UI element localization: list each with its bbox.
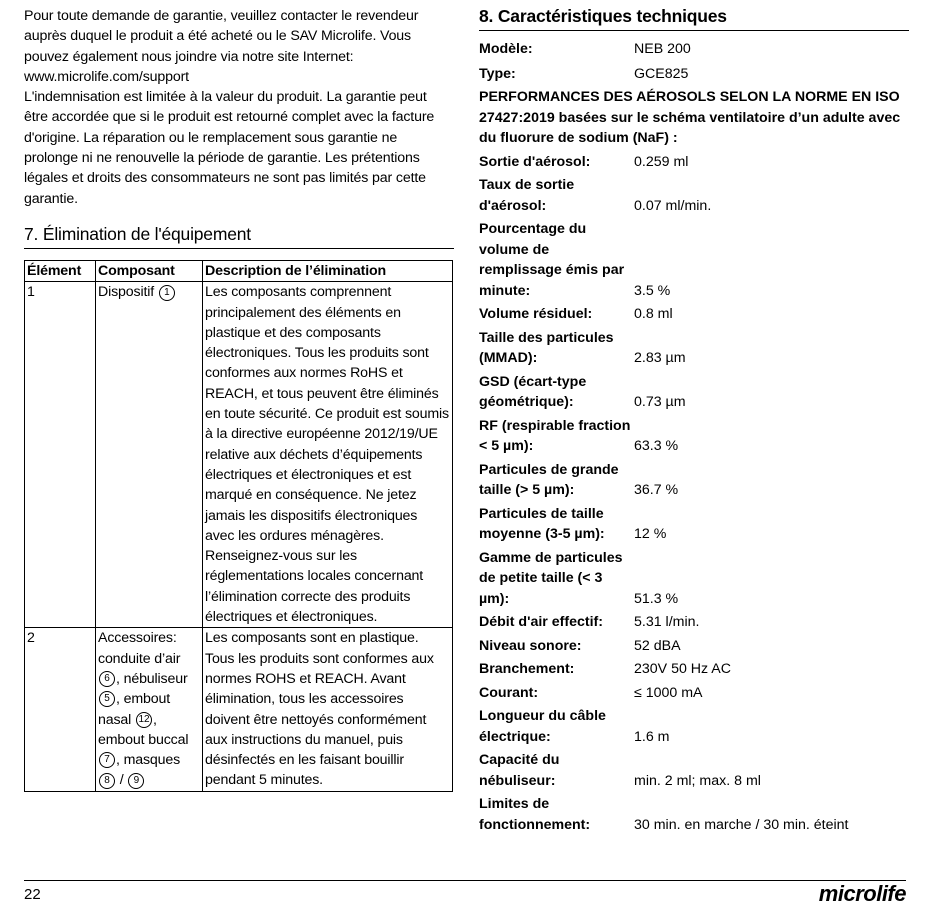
spec-value: 12 % <box>634 526 667 542</box>
spec-label: GSD (écart-type géométrique): <box>479 373 587 410</box>
spec-row <box>479 372 909 413</box>
left-column <box>24 6 454 792</box>
spec-value: ≤ 1000 mA <box>634 684 703 701</box>
row2-component-part: , embout buccal <box>98 711 189 748</box>
spec-row <box>479 750 909 791</box>
performance-heading: PERFORMANCES DES AÉROSOLS SELON LA NORME EN ISO 27427:2019 basées sur le schéma ventilatoire d’un adulte avec du fluorure de sodium (NaF) : <box>479 89 901 146</box>
spec-value: 0.07 ml/min. <box>634 197 712 214</box>
spec-value: 30 min. en marche / 30 min. éteint <box>634 816 849 833</box>
row1-element: 1 <box>25 282 96 628</box>
row2-component-part: / <box>116 772 128 789</box>
row2-element: 2 <box>25 628 96 791</box>
model-value: NEB 200 <box>634 41 691 57</box>
disposal-table <box>24 260 453 792</box>
spec-value: 5.31 l/min. <box>634 614 700 630</box>
microlife-logo: microlife <box>818 881 906 906</box>
table-header-row <box>25 260 453 281</box>
ref-number-icon: 5 <box>99 691 115 707</box>
spec-label: Sortie d'aérosol: <box>479 153 591 170</box>
ref-number-icon: 6 <box>99 671 115 687</box>
row2-component-part: , nébuliseur <box>116 670 188 687</box>
spec-label: Courant: <box>479 684 539 701</box>
spec-value: 63.3 % <box>634 438 679 454</box>
spec-label: Capacité du nébuliseur: <box>479 752 560 789</box>
spec-value: 36.7 % <box>634 482 679 498</box>
spec-value: 0.259 ml <box>634 153 689 170</box>
warranty-paragraph-2: L'indemnisation est limitée à la valeur du produit. La garantie peut être accordée que si le produit est retourné complet avec la facture d'origine. La réparation ou le remplacement sous garantie ne prolonge ni ne renouvelle la période de garantie. Les prétentions légales et droits des consommateurs ne sont pas limités par cette garantie. <box>24 89 435 207</box>
header-description: Description de l’élimination <box>203 260 453 281</box>
ref-number-icon: 9 <box>128 773 144 789</box>
spec-label: Débit d'air effectif: <box>479 614 603 630</box>
ref-number-icon: 12 <box>136 712 152 728</box>
spec-label: Branchement: <box>479 661 575 677</box>
section-8-title-text: 8. Caractéristiques techniques <box>479 6 727 26</box>
footer-divider <box>24 880 906 881</box>
header-component: Composant <box>96 260 203 281</box>
spec-label: RF (respirable fraction < 5 µm): <box>479 417 631 454</box>
row2-component-part: , masques <box>116 752 181 769</box>
spec-value: 0.73 µm <box>634 394 686 410</box>
row1-component-text: Dispositif <box>98 284 155 301</box>
row2-description: Les composants sont en plastique. Tous les produits sont conformes aux normes ROHS et REACH. Avant élimination, tous les accessoires doivent être nettoyés conformément aux instructions du manuel, puis désinfectés en les faisant bouillir pendant 5 minutes. <box>203 628 453 791</box>
type-label: Type: <box>479 65 516 82</box>
header-element: Élément <box>25 260 96 281</box>
spec-row <box>479 794 909 835</box>
row2-component-part: , embout nasal <box>98 691 171 728</box>
spec-row <box>479 706 909 747</box>
spec-row <box>479 152 909 173</box>
row2-component <box>96 628 203 791</box>
spec-row <box>479 659 909 680</box>
spec-row <box>479 304 909 325</box>
row2-component-part: Accessoires: conduite d’air <box>98 630 181 667</box>
spec-list <box>479 152 909 836</box>
spec-row <box>479 328 909 369</box>
spec-label: Particules de grande taille (> 5 µm): <box>479 461 619 498</box>
model-label: Modèle: <box>479 41 533 57</box>
row1-component <box>96 282 203 628</box>
spec-value: 230V 50 Hz AC <box>634 661 732 677</box>
spec-label: Niveau sonore: <box>479 637 582 654</box>
spec-label: Pourcentage du volume de remplissage émis par minute: <box>479 221 625 299</box>
spec-row <box>479 683 909 704</box>
spec-row <box>479 219 909 301</box>
spec-value: 52 dBA <box>634 637 681 654</box>
spec-label: Taux de sortie d'aérosol: <box>479 177 575 214</box>
ref-number-icon: 8 <box>99 773 115 789</box>
spec-row <box>479 460 909 501</box>
spec-value: 1.6 m <box>634 728 670 745</box>
spec-row-model <box>479 39 909 60</box>
ref-number-icon: 1 <box>159 285 175 301</box>
spec-label: Particules de taille moyenne (3-5 µm): <box>479 505 605 542</box>
spec-value: 51.3 % <box>634 590 679 607</box>
row1-description: Les composants comprennent principalement des éléments en plastique et des composants électroniques. Tous les produits sont conformes aux normes RoHS et REACH, et tous peuvent être éliminés en toute sécurité. Ce produit est soumis à la directive européenne 2012/19/UE relative aux déchets d’équipements électriques et électroniques et est marqué en conséquence. Ne jetez jamais les dispositifs électroniques avec les ordures ménagères. Renseignez-vous sur les réglementations locales concernant l’élimination correcte des produits électriques et électroniques. <box>203 282 453 628</box>
spec-value: 2.83 µm <box>634 350 686 366</box>
type-value: GCE825 <box>634 65 689 82</box>
spec-label: Volume résiduel: <box>479 306 593 322</box>
spec-row <box>479 504 909 545</box>
spec-row-type <box>479 64 909 85</box>
spec-row <box>479 612 909 633</box>
warranty-paragraph-1: Pour toute demande de garantie, veuillez contacter le revendeur auprès duquel le produit a été acheté ou le SAV Microlife. Vous pouvez également nous joindre via notre site Internet: www.microlife.com/support <box>24 8 419 85</box>
spec-row <box>479 416 909 457</box>
spec-label: Longueur du câble électrique: <box>479 708 606 745</box>
section-7-title: 7. Élimination de l'équipement <box>24 224 454 249</box>
spec-row <box>479 636 909 657</box>
right-column <box>479 6 909 835</box>
ref-number-icon: 7 <box>99 752 115 768</box>
spec-value: min. 2 ml; max. 8 ml <box>634 772 761 789</box>
table-row <box>25 628 453 791</box>
page-number: 22 <box>24 886 41 903</box>
spec-value: 0.8 ml <box>634 306 673 322</box>
spec-label: Limites de fonctionnement: <box>479 796 591 833</box>
spec-label: Taille des particules (MMAD): <box>479 329 614 366</box>
spec-row <box>479 175 909 216</box>
spec-value: 3.5 % <box>634 282 671 299</box>
spec-row <box>479 548 909 610</box>
section-8-title <box>479 6 909 31</box>
spec-label: Gamme de particules de petite taille (< 3 µm): <box>479 549 623 607</box>
table-row <box>25 282 453 628</box>
model-type-block <box>479 39 909 84</box>
